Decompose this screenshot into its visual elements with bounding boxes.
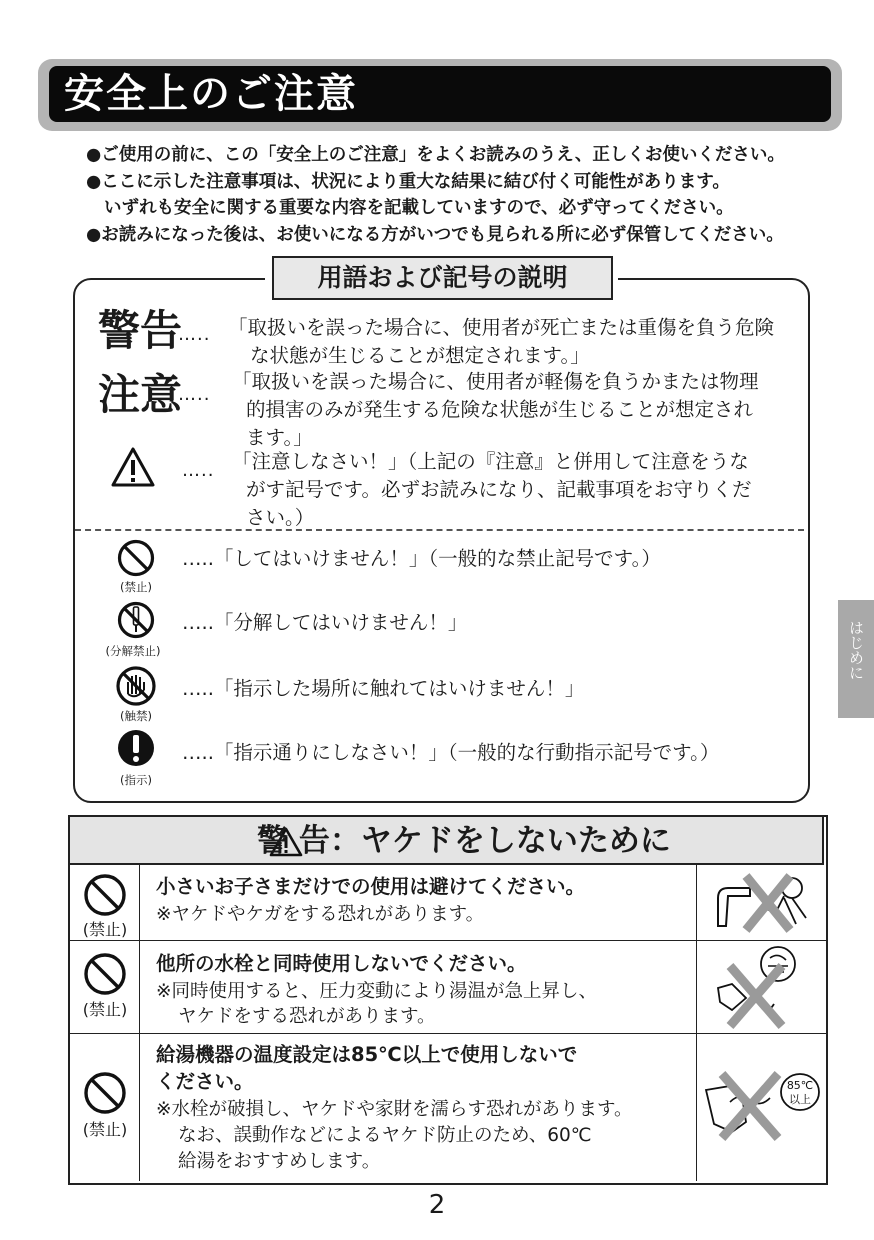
- row-caption: (禁止): [82, 920, 128, 939]
- definition-line: がす記号です。必ずお読みになり、記載事項をお守りくだ: [246, 478, 752, 501]
- symbol-caption: (触禁): [120, 709, 152, 723]
- warning-note: ※ヤケドやケガをする恐れがあります。: [156, 904, 485, 925]
- legend-title: 用語および記号の説明: [272, 256, 613, 300]
- no-touch-icon: [114, 664, 158, 708]
- bubble-temperature: 85℃: [786, 1079, 814, 1092]
- symbol-caption: (指示): [120, 773, 152, 787]
- warning-definition: [228, 314, 774, 370]
- intro-line: ●お読みになった後は、お使いになる方がいつでも見られる所に必ず保管してください。: [86, 224, 784, 245]
- leader-dots: …..: [178, 324, 211, 345]
- intro-notes: [86, 142, 826, 248]
- definition-line: ます。」: [246, 426, 313, 449]
- page-number: 2: [428, 1190, 446, 1220]
- alert-definition: [232, 448, 751, 532]
- warning-note: 給湯をおすすめします。: [178, 1151, 381, 1172]
- symbol-caption: (分解禁止): [105, 644, 161, 658]
- warning-statement: ください。: [156, 1070, 254, 1093]
- child-faucet-illustration-icon: [706, 868, 814, 934]
- prohibit-icon: [82, 951, 128, 997]
- page-title: 安全上のご注意: [64, 71, 358, 117]
- shower-hot-water-illustration-icon: [712, 944, 808, 1030]
- symbol-description: …..「指示した場所に触れてはいけません！」: [182, 677, 585, 700]
- prohibit-icon: [82, 872, 128, 918]
- symbol-caption: (禁止): [120, 580, 152, 594]
- high-temperature-illustration-icon: [700, 1062, 822, 1144]
- definition-line: 「注意しなさい！」（上記の『注意』と併用して注意をうな: [232, 450, 749, 473]
- intro-line: いずれも安全に関する重要な内容を記載していますので、必ず守ってください。: [104, 198, 734, 218]
- symbol-description: …..「してはいけません！」（一般的な禁止記号です。）: [182, 547, 661, 570]
- symbol-description: …..「分解してはいけません！」: [182, 611, 468, 634]
- row-caption: (禁止): [82, 1120, 128, 1139]
- prohibit-icon: [116, 538, 156, 578]
- definition-line: 「取扱いを誤った場合に、使用者が死亡または重傷を負う危険: [228, 316, 775, 339]
- section-tab: [838, 600, 874, 718]
- warning-note: ※同時使用すると、圧力変動により湯温が急上昇し、: [156, 981, 598, 1002]
- no-disassembly-icon: [116, 600, 156, 640]
- leader-dots: …..: [182, 460, 215, 481]
- warning-statement: 他所の水栓と同時使用しないでください。: [156, 952, 527, 975]
- caution-triangle-icon: [110, 446, 156, 488]
- intro-line: ●ご使用の前に、この「安全上のご注意」をよくお読みのうえ、正しくお使いください。: [86, 145, 785, 165]
- warning-note: なお、誤動作などによるヤケド防止のため、60℃: [178, 1125, 592, 1146]
- leader-dots: …..: [178, 384, 211, 405]
- warning-table-header: [68, 815, 824, 865]
- warning-term: 警告: [98, 306, 183, 355]
- row-caption: (禁止): [82, 1000, 128, 1019]
- caution-term: 注意: [98, 370, 183, 419]
- definition-line: 的損害のみが発生する危険な状態が生じることが想定され: [246, 398, 754, 421]
- warning-statement: 給湯機器の温度設定は85℃以上で使用しないで: [156, 1043, 578, 1066]
- instruction-icon: [116, 728, 156, 768]
- caution-definition: [232, 368, 759, 452]
- section-tab-label: はじめに: [847, 620, 865, 680]
- warning-note: ヤケドをする恐れがあります。: [178, 1006, 436, 1027]
- warning-note: ※水栓が破損し、ヤケドや家財を濡らす恐れがあります。: [156, 1099, 633, 1120]
- divider: [75, 529, 804, 531]
- bubble-above: 以上: [789, 1093, 811, 1106]
- prohibit-icon: [82, 1070, 128, 1116]
- intro-line: ●ここに示した注意事項は、状況により重大な結果に結び付く可能性があります。: [86, 171, 730, 192]
- definition-line: 「取扱いを誤った場合に、使用者が軽傷を負うかまたは物理: [232, 370, 759, 393]
- definition-line: な状態が生じることが想定されます。」: [250, 344, 590, 367]
- symbol-description: …..「指示通りにしなさい！」（一般的な行動指示記号です。）: [182, 741, 720, 764]
- warning-heading: 警 告：ヤケドをしないために: [257, 823, 671, 859]
- warning-statement: 小さいお子さまだけでの使用は避けてください。: [156, 875, 586, 898]
- definition-line: さい。）: [246, 506, 315, 529]
